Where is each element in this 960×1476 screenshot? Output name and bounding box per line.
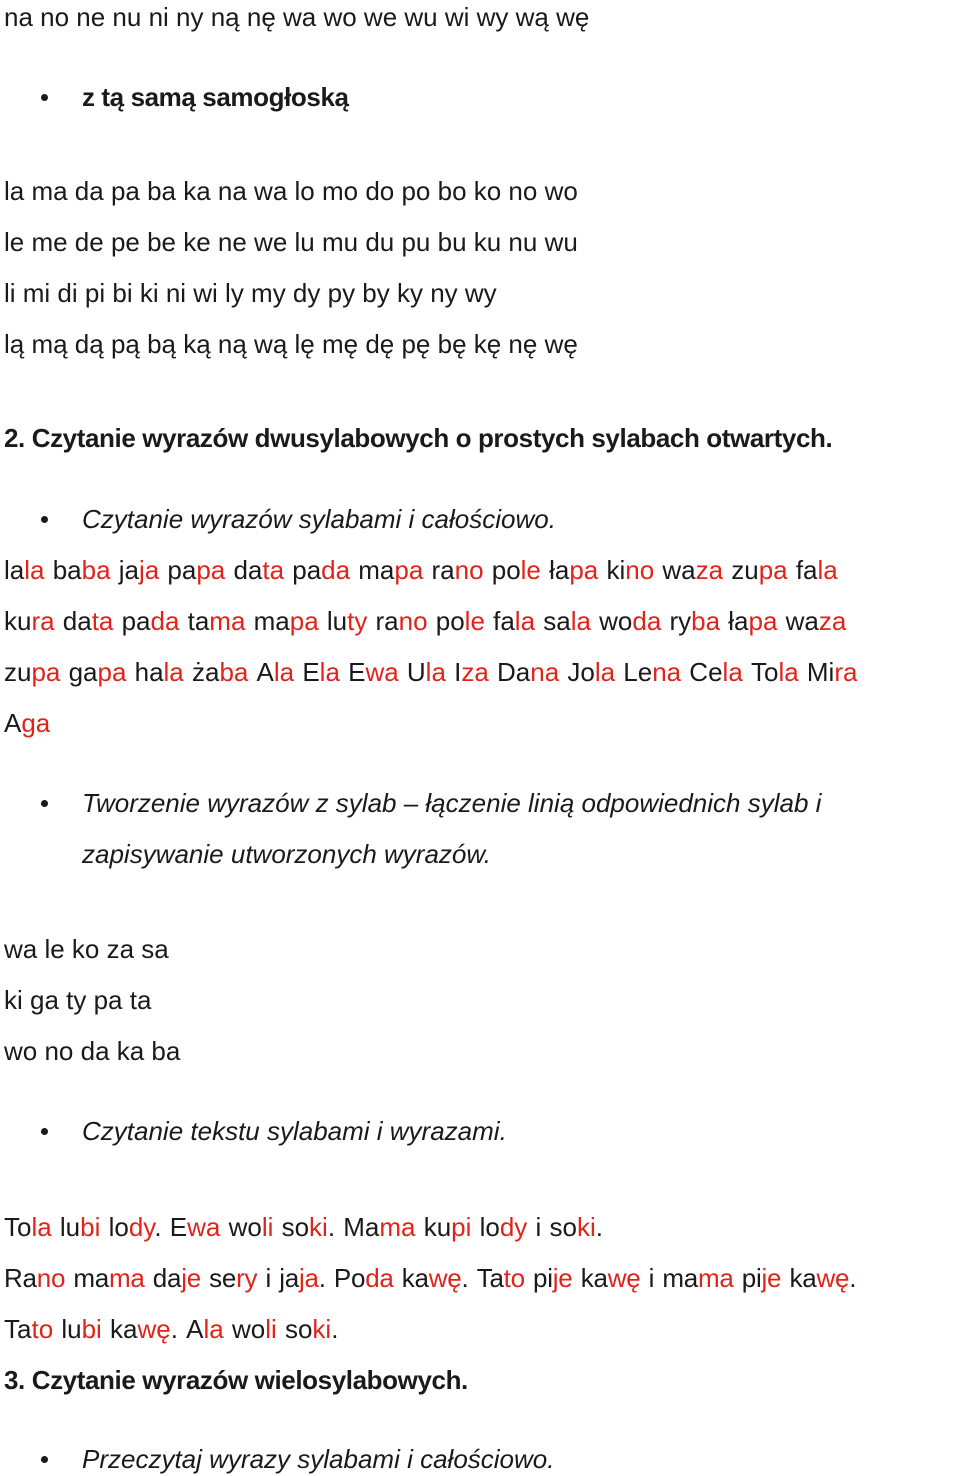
syllable-second: pi: [451, 1212, 472, 1242]
syllable-second: da: [365, 1263, 394, 1293]
syllable-second: ry: [236, 1263, 258, 1293]
word: [186, 1314, 224, 1344]
syllable-first: pi: [741, 1263, 762, 1293]
syllable-row-2: le me de pe be ke ne we lu mu du pu bu ku nu wu: [4, 227, 578, 257]
word: [492, 555, 541, 585]
word: [302, 657, 340, 687]
bullet-text-line-2: zapisywanie utworzonych wyrazów.: [82, 839, 491, 869]
word: [60, 1212, 101, 1242]
syllable-first: so: [281, 1212, 310, 1242]
word: [4, 708, 50, 738]
syllable-second: dy: [499, 1212, 528, 1242]
syllable-first: Ra: [4, 1263, 37, 1293]
word: [265, 1263, 271, 1293]
syllable-first: lu: [59, 1212, 81, 1242]
syllable-second: no: [398, 606, 428, 636]
word: [285, 1314, 338, 1344]
word: [4, 1212, 52, 1242]
syllable-first: la: [4, 555, 25, 585]
syllable-second: ra: [31, 606, 55, 636]
syllable-first: lu: [326, 606, 348, 636]
syllable-first: fa: [795, 555, 818, 585]
bullet-dot: [41, 94, 48, 101]
word: [623, 657, 681, 687]
syllable-second: pa: [97, 657, 127, 687]
syllable-first: ma: [73, 1263, 109, 1293]
syllable-first: A: [186, 1314, 204, 1344]
word: [334, 1263, 394, 1293]
syllable-first: ta: [187, 606, 210, 636]
word: [4, 1314, 53, 1344]
word: [254, 606, 319, 636]
word: [493, 606, 535, 636]
syllable-first: ła: [549, 555, 570, 585]
word: [581, 1263, 641, 1293]
syllable-second: ja: [138, 555, 160, 585]
syllable-row-1: la ma da pa ba ka na wa lo mo do po bo ko no wo: [4, 176, 578, 206]
word: [192, 657, 248, 687]
text-line-2: [4, 1263, 856, 1293]
syllable-second: da: [150, 606, 180, 636]
word: [376, 606, 428, 636]
word: [63, 606, 114, 636]
punctuation: .: [154, 1212, 162, 1242]
words-line-1: [4, 555, 838, 585]
word: [73, 1263, 144, 1293]
syllable-second: ta: [262, 555, 285, 585]
syllable-first: Le: [623, 657, 653, 687]
syllable-second: ba: [219, 657, 249, 687]
syllable-second: pa: [758, 555, 788, 585]
syllable-first: wo: [599, 606, 633, 636]
punctuation: .: [595, 1212, 603, 1242]
word: [662, 1263, 733, 1293]
syllable-first: ki: [606, 555, 626, 585]
word: [689, 657, 743, 687]
syllable-first: ba: [52, 555, 82, 585]
punctuation: .: [327, 1212, 336, 1242]
syllable-second: la: [31, 1212, 52, 1242]
syllable-second: bi: [80, 1212, 101, 1242]
syllable-first: so: [284, 1314, 313, 1344]
syllable-second: za: [818, 606, 847, 636]
syllable-first: ka: [401, 1263, 429, 1293]
punctuation: .: [170, 1314, 178, 1344]
syllable-second: le: [520, 555, 541, 585]
syllable-second: no: [36, 1263, 66, 1293]
word: [402, 1263, 469, 1293]
syllable-first: lo: [108, 1212, 129, 1242]
bullet-text-line-1: Tworzenie wyrazów z sylab – łączenie linią odpowiednich sylab i: [82, 788, 822, 818]
syllable-second: la: [319, 657, 340, 687]
word: [649, 1263, 655, 1293]
syllable-first: ry: [669, 606, 692, 636]
syllable-first: ka: [580, 1263, 608, 1293]
section-heading-3: 3. Czytanie wyrazów wielosylabowych.: [4, 1365, 468, 1395]
syllable-second: wę: [137, 1314, 171, 1344]
syllable-first: ma: [662, 1263, 698, 1293]
syllable-first: ja: [118, 555, 139, 585]
syllable-first: Po: [333, 1263, 366, 1293]
bullet-text: z tą samą samogłoską: [82, 82, 349, 112]
syllable-first: da: [233, 555, 263, 585]
syllable-first: To: [750, 657, 779, 687]
syllable-second: la: [722, 657, 743, 687]
syllable-second: la: [594, 657, 616, 687]
word: [110, 1314, 178, 1344]
syllable-second: ta: [91, 606, 114, 636]
word: [728, 606, 777, 636]
syllable-second: la: [425, 657, 446, 687]
syllable-first: pa: [292, 555, 322, 585]
word: [533, 1263, 573, 1293]
word: [599, 606, 661, 636]
word: [69, 657, 127, 687]
word: [606, 555, 654, 585]
word: [209, 1263, 257, 1293]
word: [233, 555, 284, 585]
words-line-3: [4, 657, 857, 687]
syllable-first: ka: [789, 1263, 817, 1293]
syllable-first: To: [4, 1212, 32, 1242]
section-heading-2: 2. Czytanie wyrazów dwusylabowych o prostych sylabach otwartych.: [4, 423, 833, 453]
syllable-first: i: [535, 1212, 542, 1242]
syllable-second: za: [461, 657, 489, 687]
syllable-second: ba: [81, 555, 111, 585]
syllable-first: so: [549, 1212, 577, 1242]
syllable-second: li: [265, 1314, 277, 1344]
syllable-set-1: wa le ko za sa: [4, 934, 169, 964]
syllable-first: ha: [134, 657, 164, 687]
syllable-first: pa: [121, 606, 151, 636]
syllable-second: ma: [697, 1263, 734, 1293]
word: [549, 555, 598, 585]
syllable-first: pa: [167, 555, 197, 585]
syllable-second: ma: [379, 1212, 416, 1242]
word: [543, 606, 591, 636]
syllable-second: bi: [81, 1314, 102, 1344]
syllable-second: ki: [309, 1212, 328, 1242]
syllable-second: ba: [691, 606, 721, 636]
syllable-first: da: [62, 606, 92, 636]
word: [119, 555, 160, 585]
bullet-text: Przeczytaj wyrazy sylabami i całościowo.: [82, 1444, 555, 1474]
syllable-first: ra: [375, 606, 399, 636]
syllable-second: za: [695, 555, 724, 585]
syllable-second: to: [31, 1314, 54, 1344]
word: [742, 1263, 782, 1293]
syllable-second: wę: [607, 1263, 641, 1293]
syllable-first: Ce: [689, 657, 723, 687]
word: [567, 657, 615, 687]
syllable-second: la: [273, 657, 295, 687]
syllable-first: A: [256, 657, 274, 687]
syllable-second: pa: [289, 606, 319, 636]
text-line-1: [4, 1212, 603, 1242]
word: [135, 657, 184, 687]
syllable-first: Ta: [4, 1314, 32, 1344]
syllable-first: U: [406, 657, 426, 687]
syllable-first: lo: [479, 1212, 500, 1242]
word: [796, 555, 838, 585]
syllable-first: po: [435, 606, 465, 636]
word: [358, 555, 423, 585]
word: [282, 1212, 335, 1242]
word: [786, 606, 847, 636]
word: [454, 657, 489, 687]
syllable-first: i: [648, 1263, 655, 1293]
word: [343, 1212, 415, 1242]
syllable-first: E: [302, 657, 320, 687]
word: [436, 606, 485, 636]
syllable-first: E: [169, 1212, 188, 1242]
punctuation: .: [461, 1263, 469, 1293]
word: [477, 1263, 525, 1293]
syllable-first: lu: [61, 1314, 82, 1344]
syllable-first: ga: [68, 657, 98, 687]
syllable-second: la: [570, 606, 591, 636]
word: [122, 606, 180, 636]
syllable-set-3: wo no da ka ba: [4, 1036, 181, 1066]
syllable-first: Ta: [476, 1263, 504, 1293]
syllable-second: ki: [312, 1314, 332, 1344]
syllable-second: ja: [298, 1263, 319, 1293]
word: [167, 555, 225, 585]
syllable-first: Mi: [806, 657, 835, 687]
syllable-second: ma: [108, 1263, 145, 1293]
syllable-second: ra: [834, 657, 858, 687]
punctuation: .: [331, 1314, 339, 1344]
syllable-second: na: [530, 657, 560, 687]
syllable-first: Jo: [567, 657, 595, 687]
syllable-second: le: [464, 606, 485, 636]
syllable-second: la: [203, 1314, 224, 1344]
syllable-second: pa: [748, 606, 778, 636]
word: [153, 1263, 201, 1293]
text-line-3: [4, 1314, 338, 1344]
syllable-second: je: [761, 1263, 782, 1293]
bullet-dot: [41, 516, 48, 523]
word: [4, 657, 60, 687]
syllable-second: na: [652, 657, 682, 687]
syllable-second: wę: [816, 1263, 850, 1293]
syllable-second: pa: [196, 555, 226, 585]
syllable-set-2: ki ga ty pa ta: [4, 985, 152, 1015]
word: [670, 606, 721, 636]
word: [188, 606, 246, 636]
syllable-second: pa: [31, 657, 61, 687]
syllable-second: dy: [128, 1212, 155, 1242]
syllable-second: li: [261, 1212, 274, 1242]
syllable-first: wo: [231, 1314, 266, 1344]
word: [279, 1263, 325, 1293]
syllable-second: ty: [347, 606, 368, 636]
syllable-second: je: [552, 1263, 573, 1293]
syllable-first: zu: [731, 555, 759, 585]
word: [432, 555, 484, 585]
syllable-first: fa: [493, 606, 515, 636]
word: [497, 657, 559, 687]
syllable-first: se: [209, 1263, 237, 1293]
syllable-second: je: [181, 1263, 201, 1293]
word: [61, 1314, 102, 1344]
word: [536, 1212, 542, 1242]
syllable-first: po: [491, 555, 521, 585]
syllable-first: ra: [431, 555, 455, 585]
word: [232, 1314, 277, 1344]
word: [751, 657, 799, 687]
syllable-first: ku: [423, 1212, 452, 1242]
word: [407, 657, 446, 687]
syllable-first: ła: [728, 606, 749, 636]
syllable-second: wę: [428, 1263, 462, 1293]
word: [348, 657, 399, 687]
syllable-second: no: [454, 555, 484, 585]
word: [4, 555, 45, 585]
word: [480, 1212, 528, 1242]
syllable-second: pa: [569, 555, 599, 585]
syllable-second: la: [514, 606, 536, 636]
punctuation: .: [318, 1263, 326, 1293]
bullet-text: Czytanie wyrazów sylabami i całościowo.: [82, 504, 556, 534]
syllable-second: no: [625, 555, 655, 585]
word: [327, 606, 367, 636]
syllable-first: ka: [110, 1314, 138, 1344]
word: [424, 1212, 472, 1242]
syllable-first: I: [454, 657, 462, 687]
word: [4, 606, 55, 636]
syllable-first: ża: [191, 657, 220, 687]
syllable-second: da: [321, 555, 351, 585]
syllable-second: wa: [187, 1212, 221, 1242]
bullet-text: Czytanie tekstu sylabami i wyrazami.: [82, 1116, 507, 1146]
syllable-second: ga: [21, 708, 51, 738]
syllable-first: zu: [4, 657, 32, 687]
syllable-second: wa: [365, 657, 399, 687]
word: [229, 1212, 274, 1242]
syllable-first: i: [265, 1263, 272, 1293]
syllable-row-3: li mi di pi bi ki ni wi ly my dy py by ky ny wy: [4, 278, 497, 308]
word: [292, 555, 350, 585]
syllable-first: Ma: [343, 1212, 380, 1242]
syllable-second: ma: [209, 606, 246, 636]
syllable-second: to: [503, 1263, 525, 1293]
syllable-first: E: [348, 657, 366, 687]
word: [257, 657, 295, 687]
word: [807, 657, 858, 687]
word: [789, 1263, 856, 1293]
syllable-second: la: [24, 555, 45, 585]
word: [53, 555, 111, 585]
bullet-dot: [41, 1128, 48, 1135]
syllable-first: wa: [785, 606, 819, 636]
word: [549, 1212, 602, 1242]
syllable-second: pa: [394, 555, 424, 585]
syllable-first: ja: [279, 1263, 299, 1293]
syllable-second: la: [163, 657, 184, 687]
words-line-4: [4, 708, 50, 738]
word: [662, 555, 723, 585]
syllable-first: ma: [358, 555, 395, 585]
syllable-second: da: [632, 606, 662, 636]
syllable-second: la: [817, 555, 838, 585]
word: [731, 555, 787, 585]
bullet-dot: [41, 1456, 48, 1463]
bullet-dot: [41, 800, 48, 807]
syllable-second: la: [778, 657, 799, 687]
words-line-2: [4, 606, 846, 636]
syllable-row-4: lą mą dą pą bą ką ną wą lę mę dę pę bę kę nę wę: [4, 329, 578, 359]
syllable-first: ku: [4, 606, 32, 636]
syllable-first: wo: [228, 1212, 262, 1242]
word: [4, 1263, 65, 1293]
syllable-first: A: [4, 708, 22, 738]
syllable-first: ma: [253, 606, 290, 636]
punctuation: .: [849, 1263, 857, 1293]
syllable-first: Da: [497, 657, 531, 687]
syllable-first: sa: [543, 606, 571, 636]
word: [170, 1212, 221, 1242]
syllables-top-line: na no ne nu ni ny ną nę wa wo we wu wi wy wą wę: [4, 2, 590, 32]
word: [109, 1212, 162, 1242]
syllable-first: pi: [533, 1263, 553, 1293]
syllable-first: da: [152, 1263, 182, 1293]
syllable-second: ki: [576, 1212, 596, 1242]
syllable-first: wa: [662, 555, 696, 585]
